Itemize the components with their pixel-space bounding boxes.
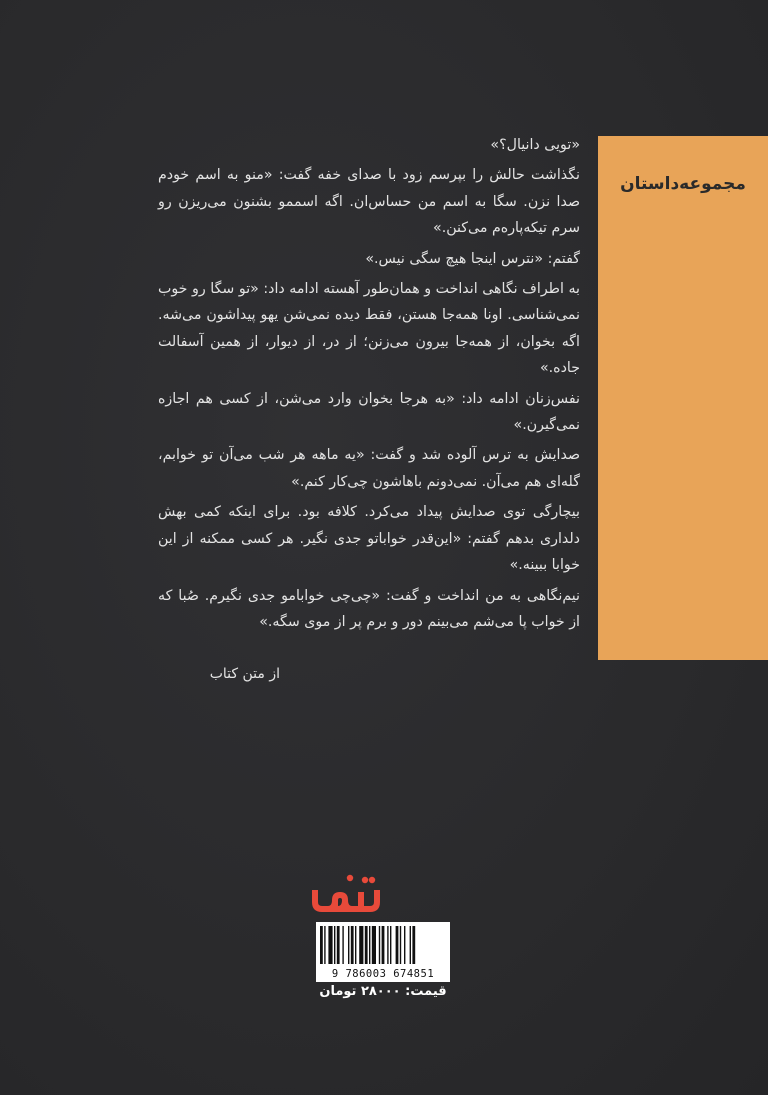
excerpt-paragraph: صدایش به ترس آلوده شد و گفت: «یه ماهه هر شب می‌آن تو خوابم، گله‌ای هم می‌آن. نمی‌دونم باهاشون چی‌کار کنم.» xyxy=(158,447,580,490)
series-label: مجموعه‌داستان xyxy=(620,174,746,194)
isbn-number: 9 786003 674851 xyxy=(331,968,435,980)
barcode-bar xyxy=(351,926,354,964)
excerpt-paragraph: نفس‌زنان ادامه داد: «به هرجا بخوان وارد می‌شن، از کسی هم اجازه نمی‌گیرن.» xyxy=(158,390,580,434)
barcode-bar xyxy=(365,926,368,964)
barcode-bar xyxy=(410,926,411,964)
barcode-bar xyxy=(334,926,335,964)
barcode-bar xyxy=(320,926,323,964)
barcode-bar xyxy=(400,926,401,964)
barcode-bar xyxy=(355,926,356,964)
barcode-bars xyxy=(316,922,450,966)
barcode xyxy=(316,922,450,982)
excerpt-paragraph: به اطراف نگاهی انداخت و همان‌طور آهسته ادامه داد: «تو سگا رو خوب نمی‌شناسی. اونا همه‌جا هستن، فقط دیده نمی‌شن یهو پیداشون می‌شه. اگه بخوان، از همه‌جا بیرون می‌زنن؛ از در، از دیوار، از همین آسفالت جاده.» xyxy=(158,281,580,377)
barcode-bar xyxy=(379,926,380,964)
excerpt-paragraph: «تویی دانیال؟» xyxy=(490,137,580,153)
orange-side-band xyxy=(598,136,768,660)
excerpt-paragraph: نیم‌نگاهی به من انداخت و گفت: «چی‌چی خوابامو جدی نگیرم. صُبا که از خواب پا می‌شم می‌بینم دور و برم پر از موی سگه.» xyxy=(158,587,580,630)
barcode-bar xyxy=(390,926,391,964)
excerpt-paragraph: گفتم: «نترس اینجا هیچ سگی نیس.» xyxy=(365,250,580,267)
source-note: از متن کتاب xyxy=(209,666,280,682)
barcode-bar xyxy=(369,926,370,964)
barcode-bar xyxy=(348,926,349,964)
barcode-bar xyxy=(382,926,385,964)
barcode-bar xyxy=(328,926,332,964)
excerpt-paragraph: بیچارگی توی صدایش پیداد می‌کرد. کلافه بود. برای اینکه کمی بهش دلداری بدهم گفتم: «این‌قدر خواباتو جدی نگیر. هر کسی ممکنه از این خوابا ببینه.» xyxy=(158,504,580,574)
price-label: قیمت: ۲۸۰۰۰ تومان xyxy=(319,984,447,999)
barcode-bar xyxy=(372,926,376,964)
barcode-bar xyxy=(412,926,415,964)
barcode-bar xyxy=(359,926,363,964)
barcode-bar xyxy=(337,926,340,964)
barcode-bar xyxy=(387,926,388,964)
excerpt-paragraph: نگذاشت حالش را بپرسم زود با صدای خفه گفت: «منو به اسم خودم صدا نزن. سگا به اسم من حساس‌ان. اگه اسممو بشنون می‌ریزن رو سرم تیکه‌پاره‌م می‌کنن.» xyxy=(158,167,580,237)
barcode-bar xyxy=(342,926,343,964)
book-excerpt xyxy=(158,132,580,639)
barcode-bar xyxy=(396,926,399,964)
publisher-logo xyxy=(308,872,384,918)
barcode-bar xyxy=(404,926,405,964)
barcode-bar xyxy=(324,926,325,964)
